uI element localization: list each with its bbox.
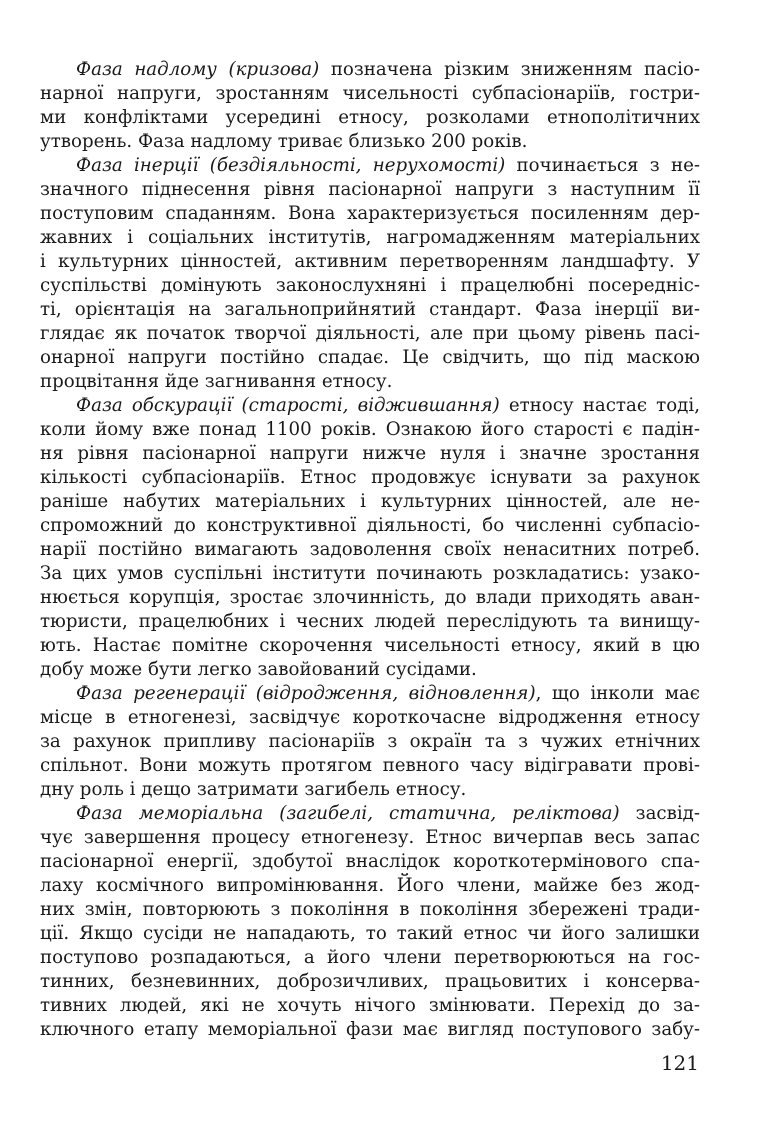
text-line: онарної напруги постійно спадає. Це свідчить, що під маскою: [40, 347, 700, 368]
text-line: ті, орієнтація на загальноприйнятий стандарт. Фаза інерції ви-: [40, 299, 700, 320]
page-body: [40, 58, 700, 1042]
text-line: [40, 802, 700, 826]
line-text: позначена різким зниженням пасіо-: [319, 59, 701, 80]
line-text: , що інколи має: [535, 683, 700, 704]
text-line: тинних, безневинних, доброзичливих, працьовитих і консерва-: [40, 971, 700, 992]
text-line: ми конфліктами усередині етносу, розколами етнополітичних: [40, 107, 700, 128]
text-line: раніше набутих матеріальних і культурних цінностей, але не-: [40, 491, 700, 512]
paragraph-inertia-phase: [40, 154, 700, 394]
text-line: За цих умов суспільні інститути починають розкладатись: узако-: [40, 563, 700, 584]
text-line: глядає як початок творчої діяльності, але при цьому рівень пасі-: [40, 323, 700, 344]
line-text: етносу настає тоді,: [499, 395, 700, 416]
text-line: ключного етапу меморіальної фази має вигляд поступового забу-: [40, 1019, 700, 1040]
text-line: [40, 394, 700, 418]
text-line: поступово розпадаються, а його члени перетворюються на гос-: [40, 947, 700, 968]
text-line: ції. Якщо сусіди не нападають, то такий етнос чи його залишки: [40, 923, 700, 944]
text-line: за рахунок припливу пасіонаріїв з окраїн та з чужих етнічних: [40, 731, 700, 752]
text-line: значного піднесення рівня пасіонарної напруги з наступним її: [40, 179, 700, 200]
text-line: нюється корупція, зростає злочинність, до влади приходять аван-: [40, 587, 700, 608]
text-line: них змін, повторюють з покоління в покоління збережені тради-: [40, 899, 700, 920]
paragraph-crisis-phase: [40, 58, 700, 154]
text-line: [40, 682, 700, 706]
text-line: утворень. Фаза надлому триває близько 200 років.: [40, 131, 528, 152]
phase-term: Фаза інерції (бездіяльності, нерухомості): [76, 155, 506, 176]
paragraph-obscuration-phase: [40, 394, 700, 682]
text-line: місце в етногенезі, засвідчує короткочасне відродження етносу: [40, 707, 700, 728]
text-line: коли йому вже понад 1100 років. Ознакою його старості є падін-: [40, 419, 700, 440]
text-line: тюристи, працелюбних і чесних людей переслідують та винищу-: [40, 611, 700, 632]
text-line: тивних людей, які не хочуть нічого змінювати. Перехід до за-: [40, 995, 700, 1016]
text-line: нарної напруги, зростанням чисельності субпасіонаріїв, гостри-: [40, 83, 700, 104]
phase-term: Фаза надлому (кризова): [76, 59, 320, 80]
text-line: [40, 154, 700, 178]
page-number: 121: [660, 1051, 699, 1075]
phase-term: Фаза обскурації (старості, віджившання): [76, 395, 500, 416]
text-line: [40, 58, 700, 82]
text-line: пасіонарної енергії, здобутої внаслідок короткотермінового спа-: [40, 851, 700, 872]
text-line: кількості субпасіонаріїв. Етнос продовжує існувати за рахунок: [40, 467, 700, 488]
text-line: ють. Настає помітне скорочення чисельності етносу, який в цю: [40, 635, 700, 656]
paragraph-memorial-phase: [40, 802, 700, 1042]
text-line: добу може бути легко завойований сусідами.: [40, 659, 477, 680]
text-line: поступовим спаданням. Вона характеризується посиленням дер-: [40, 203, 700, 224]
paragraph-regeneration-phase: [40, 682, 700, 802]
line-text: засвід-: [619, 803, 700, 824]
text-line: спроможний до конструктивної діяльності, бо численні субпасіо-: [40, 515, 700, 536]
text-line: жавних і соціальних інститутів, нагромадженням матеріальних: [40, 227, 700, 248]
line-text: починається з не-: [505, 155, 700, 176]
text-line: суспільстві домінують законослухняні і працелюбні посередніс-: [40, 275, 700, 296]
text-line: ня рівня пасіонарної напруги нижче нуля і значне зростання: [40, 443, 700, 464]
phase-term: Фаза регенерації (відродження, відновлення): [76, 683, 536, 704]
text-line: дну роль і дещо затримати загибель етносу.: [40, 779, 467, 800]
text-line: і культурних цінностей, активним перетворенням ландшафту. У: [40, 251, 700, 272]
phase-term: Фаза меморіальна (загибелі, статична, реліктова): [76, 803, 620, 824]
text-line: чує завершення процесу етногенезу. Етнос вичерпав весь запас: [40, 827, 700, 848]
text-line: лаху космічного випромінювання. Його члени, майже без жод-: [40, 875, 700, 896]
text-line: нарії постійно вимагають задоволення своїх ненаситних потреб.: [40, 539, 700, 560]
text-line: процвітання йде загнивання етносу.: [40, 371, 393, 392]
text-line: спільнот. Вони можуть протягом певного часу відігравати прові-: [40, 755, 700, 776]
